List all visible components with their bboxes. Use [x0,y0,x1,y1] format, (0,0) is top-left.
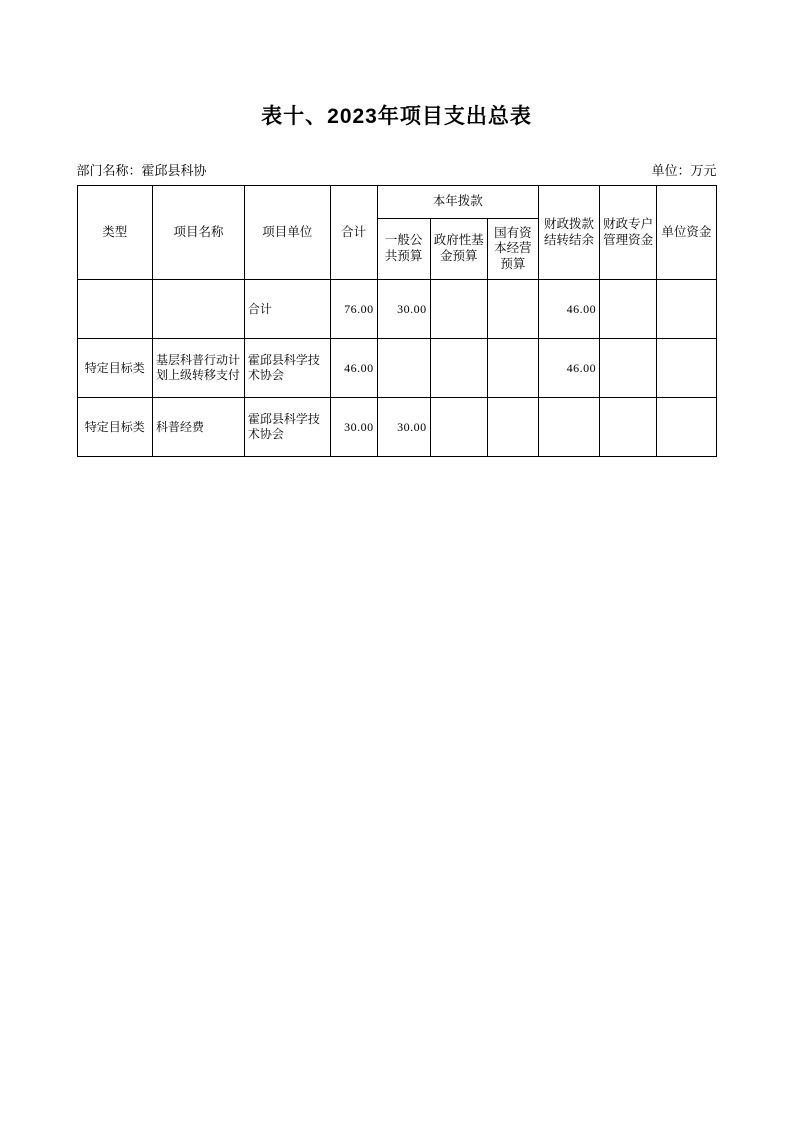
cell-general-public-budget [377,339,430,398]
header-total: 合计 [330,186,377,280]
department-value: 霍邱县科协 [141,163,207,178]
cell-fiscal-special-account [600,339,657,398]
department-info [77,160,207,179]
header-general-public-budget: 一般公共预算 [377,219,430,280]
cell-project-unit: 霍邱县科学技术协会 [244,339,330,398]
cell-total: 76.00 [330,280,377,339]
header-project-name: 项目名称 [153,186,245,280]
cell-fiscal-carryover: 46.00 [538,280,599,339]
cell-own-funds [657,280,716,339]
cell-own-funds [657,339,716,398]
cell-general-public-budget: 30.00 [377,280,430,339]
table-row [77,339,716,398]
unit-label: 单位：万元 [651,163,717,178]
table-meta-row [77,130,717,185]
cell-project-name [153,280,245,339]
cell-soe-capital-budget [487,398,538,457]
cell-project-name: 科普经费 [153,398,245,457]
header-gov-fund-budget: 政府性基金预算 [430,219,487,280]
cell-project-unit: 合计 [244,280,330,339]
cell-fiscal-carryover [538,398,599,457]
cell-soe-capital-budget [487,339,538,398]
cell-type: 特定目标类 [77,339,153,398]
cell-project-unit: 霍邱县科学技术协会 [244,398,330,457]
cell-total: 30.00 [330,398,377,457]
cell-gov-fund-budget [430,339,487,398]
page-title: 表十、2023年项目支出总表 [261,105,532,128]
cell-type [77,280,153,339]
cell-project-name: 基层科普行动计划上级转移支付 [153,339,245,398]
header-type: 类型 [77,186,153,280]
department-label: 部门名称： [76,163,142,178]
header-own-funds: 单位资金 [657,186,716,280]
cell-type: 特定目标类 [77,398,153,457]
cell-fiscal-carryover: 46.00 [538,339,599,398]
cell-gov-fund-budget [430,398,487,457]
header-fiscal-carryover: 财政拨款结转结余 [538,186,599,280]
table-row [77,398,716,457]
header-soe-capital-budget: 国有资本经营预算 [487,219,538,280]
table-row [77,280,716,339]
cell-general-public-budget: 30.00 [377,398,430,457]
cell-fiscal-special-account [600,398,657,457]
header-fiscal-special-account: 财政专户管理资金 [600,186,657,280]
cell-total: 46.00 [330,339,377,398]
cell-soe-capital-budget [487,280,538,339]
table-header-row-1 [77,186,716,219]
cell-fiscal-special-account [600,280,657,339]
cell-gov-fund-budget [430,280,487,339]
project-expenditure-table [77,185,717,457]
header-project-unit: 项目单位 [244,186,330,280]
header-current-year-group: 本年拨款 [377,186,538,219]
cell-own-funds [657,398,716,457]
